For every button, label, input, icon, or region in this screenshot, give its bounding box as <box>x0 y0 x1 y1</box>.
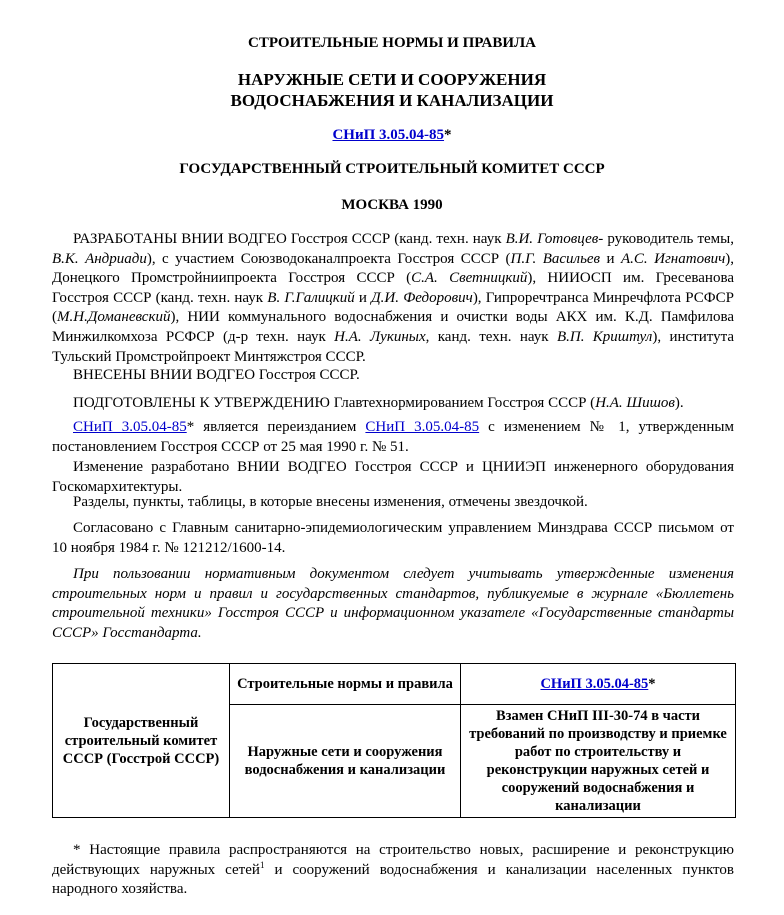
city-year: МОСКВА 1990 <box>341 197 443 213</box>
table-cell-norms-heading: Строительные нормы и правила <box>230 664 461 705</box>
committee-heading: ГОСУДАРСТВЕННЫЙ СТРОИТЕЛЬНЫЙ КОМИТЕТ СССР <box>179 161 605 177</box>
doc-code <box>0 127 784 144</box>
doc-title <box>0 69 784 111</box>
reissue-paragraph: СНиП 3.05.04-85* является переизданием СНиП 3.05.04-85 с изменением № 1, утвержденным постановлением Госстроя СССР от 25 мая 1990 г. № 51. <box>52 419 734 455</box>
table-cell-code: СНиП 3.05.04-85* <box>461 664 736 705</box>
doc-category: СТРОИТЕЛЬНЫЕ НОРМЫ И ПРАВИЛА <box>248 35 536 51</box>
footnote-superscript: 1 <box>259 859 265 870</box>
table-cell-replaces: Взамен СНиП III-30-74 в части требований по производству и приемке работ по строительству и реконструкции наружных сетей и сооружений водоснабжения и канализации <box>461 705 736 818</box>
change-developed-paragraph: Изменение разработано ВНИИ ВОДГЕО Госстроя СССР и ЦНИИЭП инженерного оборудования Госкомархитектуры. <box>52 459 734 495</box>
snip-link-2[interactable]: СНиП 3.05.04-85 <box>365 419 480 435</box>
asterisk-note-paragraph: Разделы, пункты, таблицы, в которые внесены изменения, отмечены звездочкой. <box>73 494 588 510</box>
doc-code-link[interactable]: СНиП 3.05.04-85 <box>332 127 445 143</box>
prepared-paragraph: ПОДГОТОВЛЕНЫ К УТВЕРЖДЕНИЮ Главтехнормированием Госстроя СССР (Н.А. Шишов). <box>73 395 684 411</box>
developers-paragraph: РАЗРАБОТАНЫ ВНИИ ВОДГЕО Госстроя СССР (канд. техн. наук В.И. Готовцев- руководитель темы, В.К. Андриади), с участием Союзводоканалпроекта Госстроя СССР (П.Г. Васильев и А.С. Игнатович), Донецкого Промстройниипроекта Госстроя СССР (С.А. Светницкий), НИИОСП им. Гресеванова Госстроя СССР (канд. техн. наук В. Г.Галицкий и Д.И. Федорович), Гипроречтранса Минречфлота РСФСР (М.Н.Доманевский), НИИ коммунального водоснабжения и очистки воды АКХ им. К.Д. Памфилова Минжилкомхоза РСФСР (д-р техн. наук Н.А. Лукиных, канд. техн. наук В.П. Криштул), института Тульский Промстройпроект Минтяжстроя СССР. <box>52 231 735 365</box>
snip-link-1[interactable]: СНиП 3.05.04-85 <box>73 419 187 435</box>
table-cell-subject: Наружные сети и сооружения водоснабжения и канализации <box>230 705 461 818</box>
table-snip-link[interactable]: СНиП 3.05.04-85 <box>540 676 649 692</box>
header-table <box>52 663 736 818</box>
doc-title-line-1: НАРУЖНЫЕ СЕТИ И СООРУЖЕНИЯ <box>237 70 547 89</box>
agreed-paragraph: Согласовано с Главным санитарно-эпидемиологическим управлением Минздрава СССР письмом от 10 ноября 1984 г. № 121212/1600-14. <box>52 520 734 556</box>
doc-title-line-2: ВОДОСНАБЖЕНИЯ И КАНАЛИЗАЦИИ <box>230 91 554 110</box>
table-cell-committee: Государственный строительный комитет СССР (Госстрой СССР) <box>53 664 230 818</box>
usage-note-paragraph: При пользовании нормативным документом следует учитывать утвержденные изменения строительных норм и правил и государственных стандартов, публикуемые в журнале «Бюллетень строительной техники» Госстроя СССР и информационном указателе «Государственные стандарты СССР» Госстандарта. <box>52 566 734 641</box>
footnote: * Настоящие правила распространяются на строительство новых, расширение и реконструкцию действующих наружных сетей$^1$ и сооружений водоснабжения и канализации населенных пунктов народного хозяйства. <box>52 842 734 897</box>
introduced-paragraph: ВНЕСЕНЫ ВНИИ ВОДГЕО Госстроя СССР. <box>73 367 360 383</box>
doc-code-star: * <box>444 127 452 143</box>
